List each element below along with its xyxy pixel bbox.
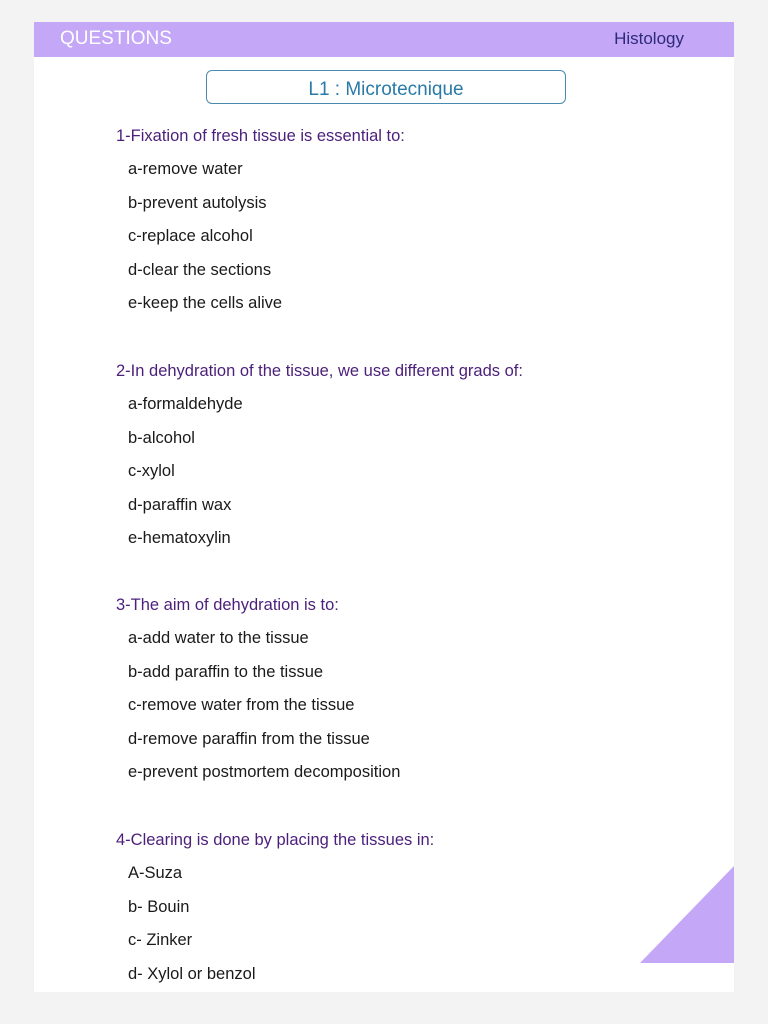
option: d- Xylol or benzol: [128, 964, 256, 983]
option: a-add water to the tissue: [128, 629, 309, 647]
option: c- Zinker: [128, 931, 193, 949]
option: c-xylol: [128, 462, 175, 480]
option: d-clear the sections: [128, 260, 272, 279]
option: b-alcohol: [128, 428, 195, 447]
option: e-hematoxylin: [128, 529, 231, 547]
lesson-title-box: [206, 70, 566, 104]
lesson-title: L1 : Microtecnique: [308, 79, 464, 100]
option: e-prevent postmortem decomposition: [128, 763, 401, 781]
question-1: [116, 125, 405, 314]
option: e-keep the cells alive: [128, 294, 283, 312]
header-subject: Histology: [614, 29, 684, 48]
option: c-remove water from the tissue: [128, 696, 355, 714]
header-title: QUESTIONS: [60, 28, 172, 49]
corner-triangle-decoration: [640, 866, 734, 963]
option: a-remove water: [128, 160, 243, 178]
option: d-paraffin wax: [128, 495, 232, 514]
question-4: [116, 829, 434, 985]
question-3: [116, 594, 400, 783]
option: A-Suza: [128, 864, 183, 882]
header-bar: [34, 22, 734, 57]
option: b-prevent autolysis: [128, 193, 267, 212]
question-2: [116, 360, 523, 549]
question-text: 2-In dehydration of the tissue, we use different grads of:: [116, 362, 523, 380]
option: a-formaldehyde: [128, 395, 243, 413]
document-page: [34, 22, 734, 992]
question-text: 3-The aim of dehydration is to:: [116, 596, 339, 614]
question-text: 4-Clearing is done by placing the tissues in:: [116, 831, 435, 849]
triangle-shape: [640, 866, 734, 963]
option: d-remove paraffin from the tissue: [128, 729, 370, 748]
question-text: 1-Fixation of fresh tissue is essential to:: [116, 127, 405, 145]
option: b-add paraffin to the tissue: [128, 662, 324, 681]
option: b- Bouin: [128, 897, 190, 916]
option: c-replace alcohol: [128, 227, 253, 245]
